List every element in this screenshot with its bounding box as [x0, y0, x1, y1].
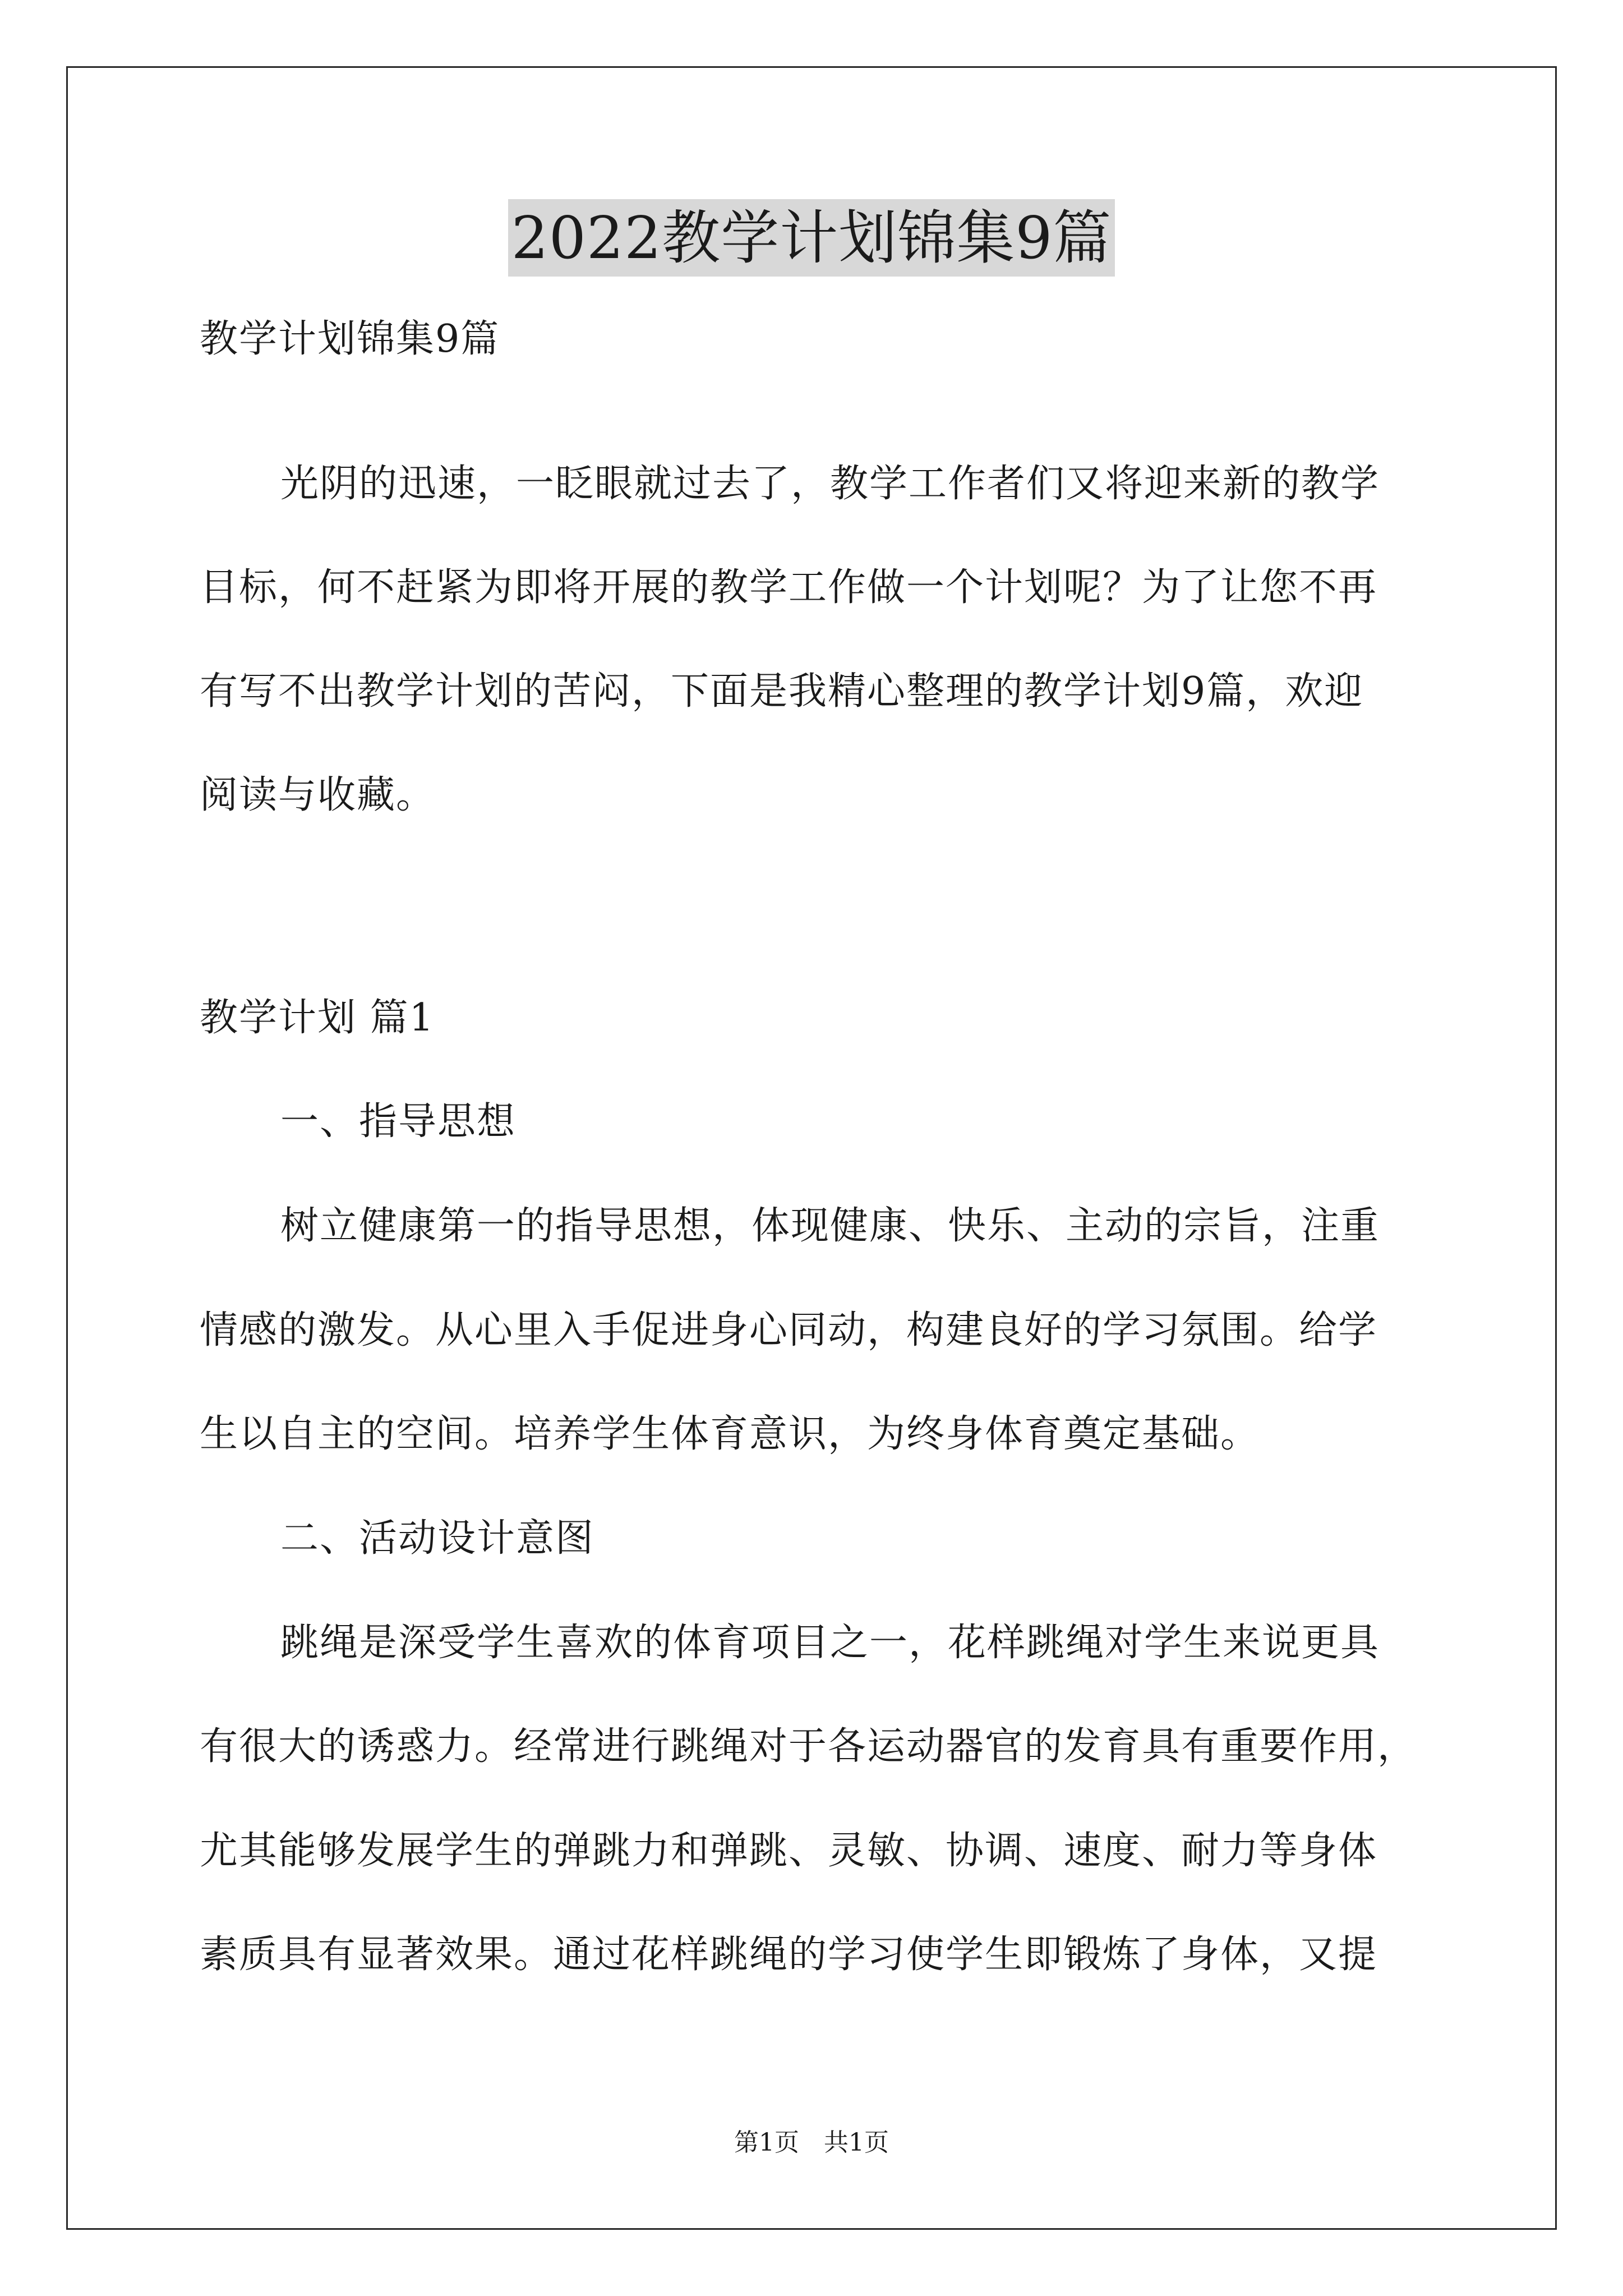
part1-line-1: 树立健康第一的指导思想，体现健康、快乐、主动的宗旨，注重: [280, 1204, 1380, 1248]
document-title: 2022教学计划锦集9篇: [508, 199, 1115, 277]
title-container: [0, 199, 1623, 277]
intro-line-2: 目标，何不赶紧为即将开展的教学工作做一个计划呢？为了让您不再: [200, 565, 1378, 610]
part2-line-1: 跳绳是深受学生喜欢的体育项目之一，花样跳绳对学生来说更具: [280, 1621, 1380, 1665]
page-footer: 第1页 共1页: [734, 2128, 889, 2157]
part2-heading: 二、活动设计意图: [280, 1516, 595, 1561]
part2-line-3: 尤其能够发展学生的弹跳力和弹跳、灵敏、协调、速度、耐力等身体: [200, 1829, 1378, 1873]
part1-line-3: 生以自主的空间。培养学生体育意识，为终身体育奠定基础。: [200, 1412, 1260, 1456]
intro-line-1: 光阴的迅速，一眨眼就过去了，教学工作者们又将迎来新的教学: [280, 462, 1380, 506]
part1-heading: 一、指导思想: [280, 1099, 517, 1144]
document-subtitle: 教学计划锦集9篇: [200, 317, 500, 361]
intro-line-3: 有写不出教学计划的苦闷，下面是我精心整理的教学计划9篇，欢迎: [200, 669, 1364, 714]
section-heading: 教学计划 篇1: [200, 996, 435, 1040]
part1-line-2: 情感的激发。从心里入手促进身心同动，构建良好的学习氛围。给学: [200, 1308, 1378, 1352]
intro-line-4: 阅读与收藏。: [200, 773, 436, 817]
part2-line-4: 素质具有显著效果。通过花样跳绳的学习使学生即锻炼了身体，又提: [200, 1932, 1378, 1977]
part2-line-2: 有很大的诱惑力。经常进行跳绳对于各运动器官的发育具有重要作用，: [200, 1724, 1417, 1769]
page-border: [66, 66, 1557, 2230]
